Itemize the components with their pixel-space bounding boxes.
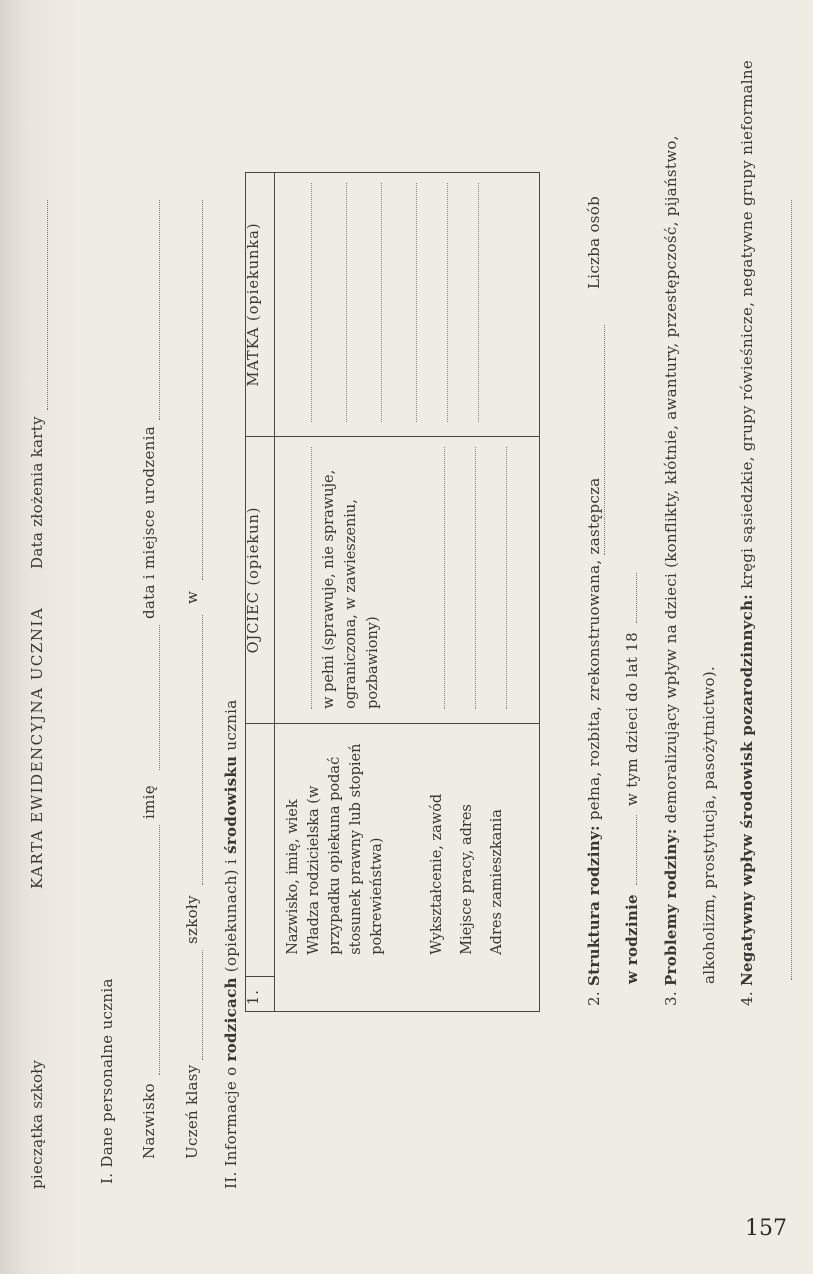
father-authority-options: w pełni (sprawuje, nie sprawuje, ograniczona, w zawieszeniu, pozbawiony) [321,469,381,709]
mother-column [275,173,540,437]
people-count-label: Liczba osób [585,195,603,289]
row-labels [275,723,540,976]
item4-field[interactable] [790,200,792,980]
mother-authority-field-1[interactable] [312,183,347,422]
w-label: w [183,590,201,604]
item3-line1 [662,135,680,1006]
parents-table [245,172,540,1012]
father-column [275,437,540,724]
father-education-field[interactable] [445,447,476,709]
birth-field[interactable] [158,200,160,420]
item3-number: 3. [662,991,680,1006]
section2-heading-mid: (opiekunach) i [222,859,240,973]
item4-text: kręgi sąsiedzkie, grupy rówieśnicze, negatywne grupy nieformalne [738,59,756,589]
father-workplace-field[interactable] [476,447,507,709]
surname-label: Nazwisko [140,1083,158,1159]
row-label-workplace: Miejsce pracy, adres [459,804,475,955]
mother-authority-field-3[interactable] [382,183,417,422]
section2-heading [222,699,240,1189]
row-label-name: Nazwisko, imię, wiek [285,799,301,955]
family-count-field[interactable] [635,815,637,885]
school-label: szkoły [183,895,201,944]
location-field[interactable] [201,200,203,580]
item2-line2-bold: w rodzinie [623,894,641,984]
item3-bold: Problemy rodziny: [662,828,680,986]
section2-heading-suffix: ucznia [222,699,240,751]
class-field[interactable] [201,950,203,1060]
father-authority-field[interactable] [414,447,445,709]
row-label-authority: Władza rodzicielska (w przypadku opiekuna podać stosunek prawny lub stopień pokrewieństwa) [306,743,385,955]
item3-line2: alkoholizm, prostytucja, pasożytnictwo). [700,665,718,984]
submission-date-field[interactable] [46,200,48,410]
item2-line2 [623,569,641,984]
item2-line2-text: w tym dzieci do lat 18 [623,632,641,806]
first-name-label: imię [140,785,158,819]
mother-authority-field-2[interactable] [347,183,382,422]
item2-line1 [585,477,603,1006]
page-number: 157 [745,1216,787,1241]
school-field[interactable] [201,615,203,885]
table-number: 1. [246,977,275,1012]
mother-header: MATKA (opiekunka) [246,173,275,437]
section2-heading-prefix: II. Informacje o [222,1066,240,1189]
children-count-field[interactable] [635,573,637,623]
label-column-header [246,723,275,976]
student-class-label: Uczeń klasy [183,1064,201,1159]
row-label-address: Adres zamieszkania [489,809,505,955]
substitute-field[interactable] [603,325,605,555]
mother-education-field[interactable] [417,183,448,422]
item2-bold: Struktura rodziny: [585,825,603,986]
section2-heading-environment: środowisku [222,755,240,854]
item4-line1 [738,60,756,1006]
surname-field[interactable] [158,825,160,1075]
table-spacer [275,977,540,1012]
father-address-field[interactable] [507,447,533,709]
school-stamp-label: pieczątka szkoły [28,1059,46,1189]
father-name-field[interactable] [281,447,312,709]
first-name-field[interactable] [158,625,160,770]
item2-number: 2. [585,991,603,1006]
item2-text: pełna, rozbita, zrekonstruowana, zastępcza [585,477,603,821]
birth-label: data i miejsce urodzenia [140,426,158,619]
section2-heading-parents: rodzicach [222,977,240,1062]
item4-number: 4. [738,991,756,1006]
form-title: KARTA EWIDENCYJNA UCZNIA [28,606,46,889]
mother-workplace-field[interactable] [448,183,479,422]
father-header: OJCIEC (opiekun) [246,437,275,724]
submission-date-label: Data złożenia karty [28,416,46,569]
mother-address-field[interactable] [479,183,505,422]
section1-heading: I. Dane personalne ucznia [98,978,116,1184]
row-label-education: Wykształcenie, zawód [429,793,445,955]
mother-name-field[interactable] [281,183,312,422]
item4-bold: Negatywny wpływ środowisk pozarodzinnych: [738,593,756,986]
item3-text: demoralizujący wpływ na dzieci (konflikty, kłótnie, awantury, przestępczość, pijaństwo, [662,135,680,824]
